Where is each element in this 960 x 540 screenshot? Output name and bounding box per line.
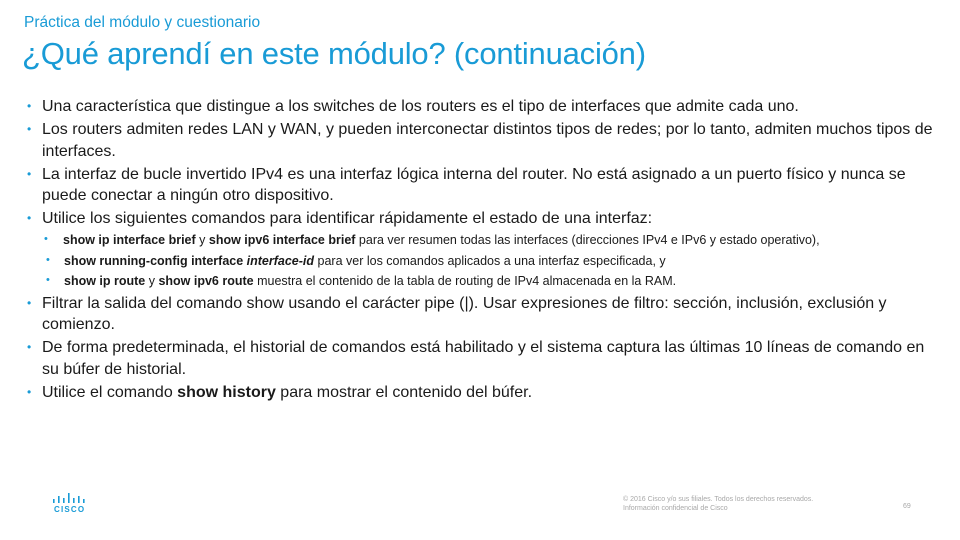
command-show-ipv6-route: show ipv6 route — [158, 274, 254, 288]
command-argument: interface-id — [246, 253, 315, 268]
bullet-filter-pipe: • Filtrar la salida del comando show usando el carácter pipe (|). Usar expresiones de filtro: sección, inclusión, exclusión y comienzo. — [24, 293, 944, 336]
footer-legal — [623, 495, 813, 513]
page-number: 69 — [903, 503, 911, 510]
command-show-history: show history — [177, 383, 276, 401]
bullet-lan-wan: • Los routers admiten redes LAN y WAN, y pueden interconectar distintos tipos de redes; por lo tanto, admiten muchos tipos de interfaces. — [24, 119, 944, 162]
command-show-running-config: show running-config interface — [64, 253, 247, 268]
bullet-list — [24, 96, 944, 405]
connector-text: y — [145, 274, 159, 288]
section-kicker: Práctica del módulo y cuestionario — [24, 14, 261, 31]
bullet-show-history — [24, 382, 944, 404]
bullet-switch-vs-router: • Una característica que distingue a los switches de los routers es el tipo de interfaces que admite cada uno. — [24, 96, 944, 118]
subbullet-interface-brief — [24, 231, 944, 250]
command-show-ip-interface-brief: show ip interface brief — [63, 233, 196, 247]
command-show-ipv6-interface-brief: show ipv6 interface brief — [208, 233, 356, 247]
bullet-text: Utilice el comando — [42, 383, 178, 401]
page-title: ¿Qué aprendí en este módulo? (continuación) — [22, 36, 646, 71]
subbullet-text: para ver resumen todas las interfaces (direcciones IPv4 e IPv6 y estado operativo), — [355, 233, 820, 247]
bullet-text: para mostrar el contenido del búfer. — [275, 383, 533, 401]
subbullet-text: para ver los comandos aplicados a una interfaz especificada, y — [314, 253, 666, 268]
subbullet-running-config — [24, 252, 944, 271]
subbullet-ip-route — [24, 272, 944, 291]
confidential-text: Información confidencial de Cisco — [623, 505, 728, 512]
bullet-commands-intro: • Utilice los siguientes comandos para identificar rápidamente el estado de una interfaz: — [24, 208, 944, 230]
command-show-ip-route: show ip route — [64, 274, 146, 288]
subbullet-text: muestra el contenido de la tabla de routing de IPv4 almacenada en la RAM. — [253, 274, 677, 288]
bullet-command-history: • De forma predeterminada, el historial de comandos está habilitado y el sistema captura las últimas 10 líneas de comando en su búfer de historial. — [24, 337, 944, 380]
connector-text: y — [195, 233, 209, 247]
bullet-loopback: • La interfaz de bucle invertido IPv4 es una interfaz lógica interna del router. No está asignado a un puerto físico y nunca se puede conectar a ningún otro dispositivo. — [24, 164, 944, 207]
copyright-text: © 2016 Cisco y/o sus filiales. Todos los derechos reservados. — [623, 496, 814, 503]
cisco-logo-text: CISCO — [54, 505, 86, 514]
